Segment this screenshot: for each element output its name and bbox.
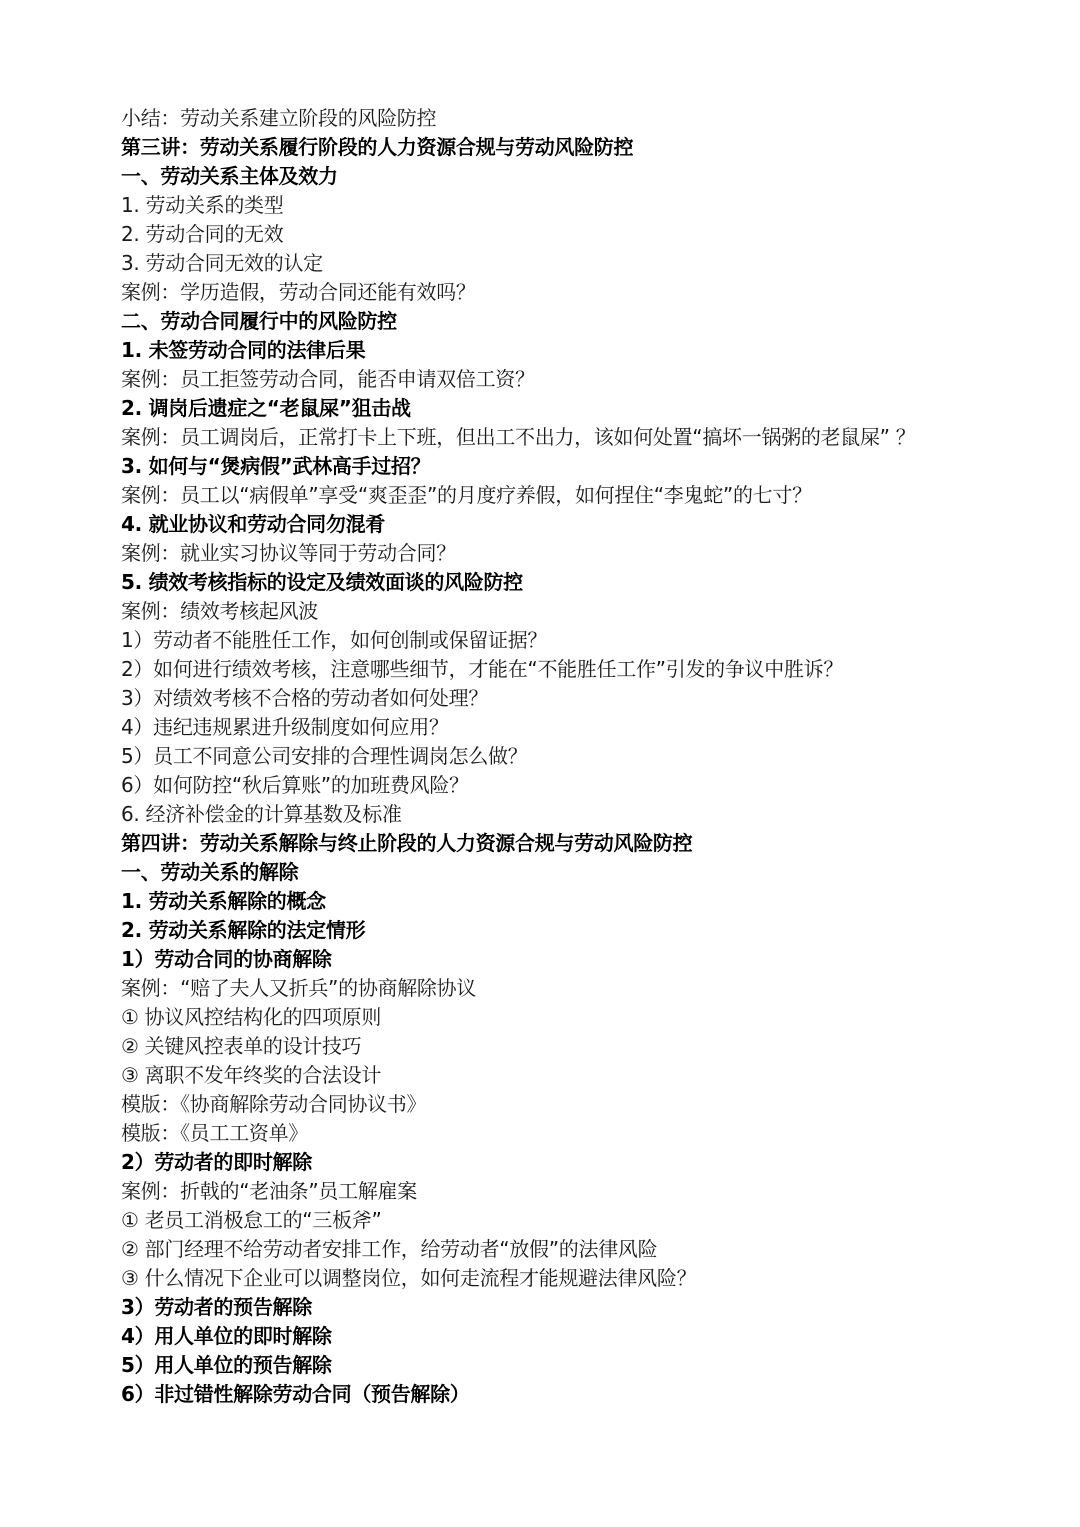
text-line: 模版：《协商解除劳动合同协议书》 <box>121 1092 427 1116</box>
heading-line: 二、劳动合同履行中的风险防控 <box>121 309 397 333</box>
text-line: 6）如何防控“秋后算账”的加班费风险？ <box>121 773 469 797</box>
heading-line: 5）用人单位的预告解除 <box>121 1353 332 1377</box>
heading-line: 2. 劳动关系解除的法定情形 <box>121 918 366 942</box>
text-line: 1）劳动者不能胜任工作，如何创制或保留证据？ <box>121 628 548 652</box>
heading-line: 6）非过错性解除劳动合同（预告解除） <box>121 1382 470 1406</box>
text-line: ③ 离职不发年终奖的合法设计 <box>121 1063 382 1087</box>
text-line: 案例：折戟的“老油条”员工解雇案 <box>121 1179 417 1203</box>
text-line: 6. 经济补偿金的计算基数及标准 <box>121 802 402 826</box>
text-line: 2）如何进行绩效考核，注意哪些细节，才能在“不能胜任工作”引发的争议中胜诉？ <box>121 657 844 681</box>
text-line: 模版：《员工工资单》 <box>121 1121 308 1145</box>
text-line: 2. 劳动合同的无效 <box>121 222 284 246</box>
heading-line: 2）劳动者的即时解除 <box>121 1150 312 1174</box>
text-line: 4）违纪违规累进升级制度如何应用？ <box>121 715 449 739</box>
heading-line: 一、劳动关系的解除 <box>121 860 299 884</box>
heading-line: 5. 绩效考核指标的设定及绩效面谈的风险防控 <box>121 570 523 594</box>
text-line: ② 关键风控表单的设计技巧 <box>121 1034 362 1058</box>
heading-line: 1. 未签劳动合同的法律后果 <box>121 338 366 362</box>
heading-line: 3）劳动者的预告解除 <box>121 1295 312 1319</box>
text-line: 3）对绩效考核不合格的劳动者如何处理？ <box>121 686 489 710</box>
heading-line: 4）用人单位的即时解除 <box>121 1324 332 1348</box>
text-line: 案例：员工调岗后，正常打卡上下班，但出工不出力，该如何处置“搞坏一锅粥的老鼠屎” ？ <box>121 425 916 449</box>
text-line: ① 协议风控结构化的四项原则 <box>121 1005 382 1029</box>
text-line: 1. 劳动关系的类型 <box>121 193 284 217</box>
heading-line: 第四讲：劳动关系解除与终止阶段的人力资源合规与劳动风险防控 <box>121 831 693 855</box>
text-line: 案例：员工拒签劳动合同，能否申请双倍工资？ <box>121 367 535 391</box>
heading-line: 第三讲：劳动关系履行阶段的人力资源合规与劳动风险防控 <box>121 135 634 159</box>
heading-line: 2. 调岗后遗症之“老鼠屎”狙击战 <box>121 396 411 420</box>
document-body <box>121 104 1021 1409</box>
text-line: ② 部门经理不给劳动者安排工作，给劳动者“放假”的法律风险 <box>121 1237 658 1261</box>
text-line: ③ 什么情况下企业可以调整岗位，如何走流程才能规避法律风险？ <box>121 1266 697 1290</box>
text-line: 案例：绩效考核起风波 <box>121 599 318 623</box>
text-line: 5）员工不同意公司安排的合理性调岗怎么做？ <box>121 744 528 768</box>
text-line: 小结：劳动关系建立阶段的风险防控 <box>121 106 437 130</box>
text-line: ① 老员工消极怠工的“三板斧” <box>121 1208 382 1232</box>
text-line: 案例：员工以“病假单”享受“爽歪歪”的月度疗养假，如何捏住“李鬼蛇”的七寸？ <box>121 483 812 507</box>
heading-line: 1）劳动合同的协商解除 <box>121 947 332 971</box>
text-line: 案例：学历造假，劳动合同还能有效吗？ <box>121 280 476 304</box>
heading-line: 3. 如何与“煲病假”武林高手过招？ <box>121 454 431 478</box>
heading-line: 4. 就业协议和劳动合同勿混肴 <box>121 512 385 536</box>
text-line: 案例：“赔了夫人又折兵”的协商解除协议 <box>121 976 477 1000</box>
text-line: 3. 劳动合同无效的认定 <box>121 251 323 275</box>
heading-line: 一、劳动关系主体及效力 <box>121 164 338 188</box>
text-line: 案例：就业实习协议等同于劳动合同？ <box>121 541 456 565</box>
heading-line: 1. 劳动关系解除的概念 <box>121 889 326 913</box>
